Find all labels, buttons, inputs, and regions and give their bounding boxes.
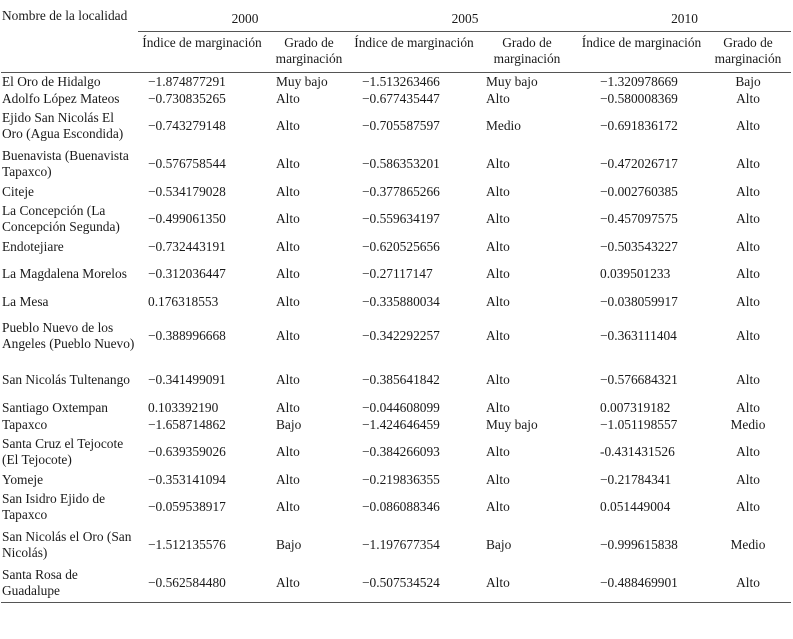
index-2000: −0.353141094 — [148, 471, 226, 487]
header-year-2000: 2000 — [138, 6, 352, 32]
index-2010: −0.472026717 — [600, 156, 678, 171]
index-2005: −0.342292257 — [362, 327, 440, 343]
table-row — [1, 399, 791, 416]
header-locality-name: Nombre de la localidad — [2, 8, 128, 23]
index-2000: 0.176318553 — [148, 293, 219, 309]
table-header — [1, 6, 791, 73]
grade-2000: Alto — [276, 372, 300, 387]
locality-name: Ejido San Nicolás El Oro (Agua Escondida) — [2, 110, 124, 141]
locality-name: San Nicolás Tultenango — [2, 372, 130, 387]
grade-2010: Alto — [736, 118, 760, 133]
grade-2005: Bajo — [486, 537, 512, 552]
grade-2010: Alto — [736, 444, 760, 459]
index-2005: −0.507534524 — [362, 575, 440, 590]
index-2010: −0.999615838 — [600, 537, 678, 552]
grade-2000: Alto — [276, 238, 300, 254]
index-2000: −1.874877291 — [148, 73, 226, 89]
locality-name: La Concepción (La Concepción Segunda) — [2, 203, 120, 234]
grade-2000: Alto — [276, 90, 300, 106]
grade-2000: Alto — [276, 266, 300, 281]
locality-name: Santiago Oxtempan — [2, 399, 108, 415]
index-2010: −0.503543227 — [600, 238, 678, 254]
index-2005: −0.335880034 — [362, 293, 440, 309]
table-row — [1, 255, 791, 293]
index-2005: −0.27117147 — [362, 266, 433, 281]
grade-2010: Alto — [736, 90, 760, 106]
locality-name: San Nicolás el Oro (San Nicolás) — [2, 529, 132, 560]
table-row — [1, 471, 791, 488]
grade-2000: Alto — [276, 444, 300, 459]
locality-name: El Oro de Hidalgo — [2, 73, 101, 89]
table-row — [1, 488, 791, 526]
grade-2005: Alto — [486, 183, 510, 199]
grade-2000: Alto — [276, 293, 300, 309]
grade-2010: Alto — [736, 156, 760, 171]
index-2000: −0.534179028 — [148, 183, 226, 199]
table-row — [1, 416, 791, 433]
index-2010: −0.363111404 — [600, 327, 677, 343]
grade-2010: Alto — [736, 211, 760, 226]
index-2010: −1.320978669 — [600, 73, 678, 89]
index-2005: −0.044608099 — [362, 399, 440, 415]
index-2010: 0.039501233 — [600, 266, 671, 281]
grade-2000: Alto — [276, 118, 300, 133]
locality-name: Santa Rosa de Guadalupe — [2, 567, 78, 598]
index-2010: −0.21784341 — [600, 471, 672, 487]
grade-2005: Alto — [486, 211, 510, 226]
locality-name: Tapaxco — [2, 416, 48, 432]
grade-2000: Muy bajo — [276, 73, 328, 89]
index-2005: −1.424646459 — [362, 416, 440, 432]
grade-2010: Bajo — [735, 73, 761, 89]
index-2005: −0.385641842 — [362, 372, 440, 387]
index-2005: −0.384266093 — [362, 444, 440, 459]
grade-2010: Medio — [730, 537, 766, 552]
grade-2005: Alto — [486, 399, 510, 415]
locality-name: Adolfo López Mateos — [2, 90, 120, 106]
index-2010: −0.580008369 — [600, 90, 678, 106]
grade-2010: Alto — [736, 266, 760, 281]
locality-name: Buenavista (Buenavista Tapaxco) — [2, 148, 129, 179]
grade-2005: Muy bajo — [486, 73, 538, 89]
locality-name: Yomeje — [2, 471, 44, 487]
header-grade-2000: Grado de marginación — [275, 35, 343, 66]
index-2000: 0.103392190 — [148, 399, 219, 415]
index-2010: −0.488469901 — [600, 575, 678, 590]
locality-name: La Magdalena Morelos — [2, 266, 127, 281]
grade-2000: Alto — [276, 156, 300, 171]
locality-name: La Mesa — [2, 293, 49, 309]
grade-2000: Bajo — [276, 416, 302, 432]
grade-2005: Alto — [486, 266, 510, 281]
grade-2005: Medio — [486, 118, 521, 133]
grade-2010: Alto — [736, 499, 760, 514]
index-2000: −0.743279148 — [148, 118, 226, 133]
grade-2010: Alto — [736, 575, 760, 590]
grade-2005: Alto — [486, 372, 510, 387]
grade-2010: Alto — [736, 293, 760, 309]
table-row — [1, 310, 791, 361]
index-2005: −0.586353201 — [362, 156, 440, 171]
index-2005: −1.513263466 — [362, 73, 440, 89]
table-row — [1, 90, 791, 107]
grade-2000: Bajo — [276, 537, 302, 552]
index-2000: −0.059538917 — [148, 499, 226, 514]
grade-2005: Alto — [486, 499, 510, 514]
grade-2005: Alto — [486, 238, 510, 254]
index-2005: −0.086088346 — [362, 499, 440, 514]
locality-name: Pueblo Nuevo de los Angeles (Pueblo Nuevo) — [2, 319, 135, 351]
table-row — [1, 183, 791, 200]
index-2000: −0.312036447 — [148, 266, 226, 281]
grade-2010: Alto — [736, 372, 760, 387]
grade-2010: Alto — [736, 471, 760, 487]
index-2010: −0.457097575 — [600, 211, 678, 226]
grade-2000: Alto — [276, 327, 300, 343]
index-2000: −0.730835265 — [148, 90, 226, 106]
index-2005: −0.559634197 — [362, 211, 440, 226]
index-2000: −0.341499091 — [148, 372, 226, 387]
header-index-2010: Índice de marginación — [581, 35, 702, 50]
index-2010: −0.038059917 — [600, 293, 678, 309]
grade-2005: Muy bajo — [486, 416, 538, 432]
table-row — [1, 107, 791, 145]
table-row — [1, 564, 791, 603]
grade-2000: Alto — [276, 499, 300, 514]
grade-2005: Alto — [486, 444, 510, 459]
grade-2000: Alto — [276, 399, 300, 415]
index-2010: −0.002760385 — [600, 183, 678, 199]
grade-2010: Alto — [736, 238, 760, 254]
index-2010: 0.007319182 — [600, 399, 671, 415]
grade-2000: Alto — [276, 575, 300, 590]
index-2005: −0.620525656 — [362, 238, 440, 254]
grade-2010: Alto — [736, 183, 760, 199]
table-row — [1, 145, 791, 183]
index-2000: −0.639359026 — [148, 444, 226, 459]
grade-2005: Alto — [486, 327, 510, 343]
marginacion-table — [1, 6, 791, 603]
index-2010: −1.051198557 — [600, 416, 678, 432]
index-2005: −0.219836355 — [362, 471, 440, 487]
header-grade-2005: Grado de marginación — [493, 35, 561, 66]
table-body — [1, 73, 791, 603]
index-2000: −0.499061350 — [148, 211, 226, 226]
grade-2000: Alto — [276, 211, 300, 226]
index-2000: −0.576758544 — [148, 156, 226, 171]
index-2010: -0.431431526 — [600, 444, 675, 459]
grade-2005: Alto — [486, 293, 510, 309]
header-year-2005: 2005 — [352, 6, 578, 32]
locality-name: Endotejiare — [2, 238, 64, 254]
index-2010: −0.691836172 — [600, 118, 678, 133]
index-2010: 0.051449004 — [600, 499, 671, 514]
index-2000: −0.562584480 — [148, 575, 226, 590]
table-row — [1, 200, 791, 238]
index-2000: −1.512135576 — [148, 537, 226, 552]
grade-2000: Alto — [276, 471, 300, 487]
grade-2010: Medio — [730, 416, 766, 432]
grade-2010: Alto — [736, 399, 760, 415]
index-2000: −1.658714862 — [148, 416, 226, 432]
table-row — [1, 293, 791, 310]
table-row — [1, 238, 791, 255]
index-2000: −0.732443191 — [148, 238, 226, 254]
locality-name: San Isidro Ejido de Tapaxco — [2, 491, 106, 522]
index-2000: −0.388996668 — [148, 327, 226, 343]
table-row — [1, 526, 791, 564]
index-2005: −1.197677354 — [362, 537, 440, 552]
header-grade-2010: Grado de marginación — [714, 35, 782, 66]
grade-2005: Alto — [486, 575, 510, 590]
index-2005: −0.377865266 — [362, 183, 440, 199]
index-2010: −0.576684321 — [600, 372, 678, 387]
header-index-2000: Índice de marginación — [142, 35, 262, 50]
header-year-2010: 2010 — [578, 6, 791, 32]
index-2005: −0.705587597 — [362, 118, 440, 133]
table-row — [1, 73, 791, 91]
header-index-2005: Índice de marginación — [354, 35, 474, 50]
locality-name: Santa Cruz el Tejocote (El Tejocote) — [2, 436, 124, 467]
grade-2005: Alto — [486, 90, 510, 106]
locality-name: Citeje — [2, 183, 34, 199]
grade-2010: Alto — [736, 327, 760, 343]
grade-2005: Alto — [486, 156, 510, 171]
grade-2005: Alto — [486, 471, 510, 487]
table-row — [1, 433, 791, 471]
table-row — [1, 361, 791, 399]
grade-2000: Alto — [276, 183, 300, 199]
index-2005: −0.677435447 — [362, 90, 440, 106]
